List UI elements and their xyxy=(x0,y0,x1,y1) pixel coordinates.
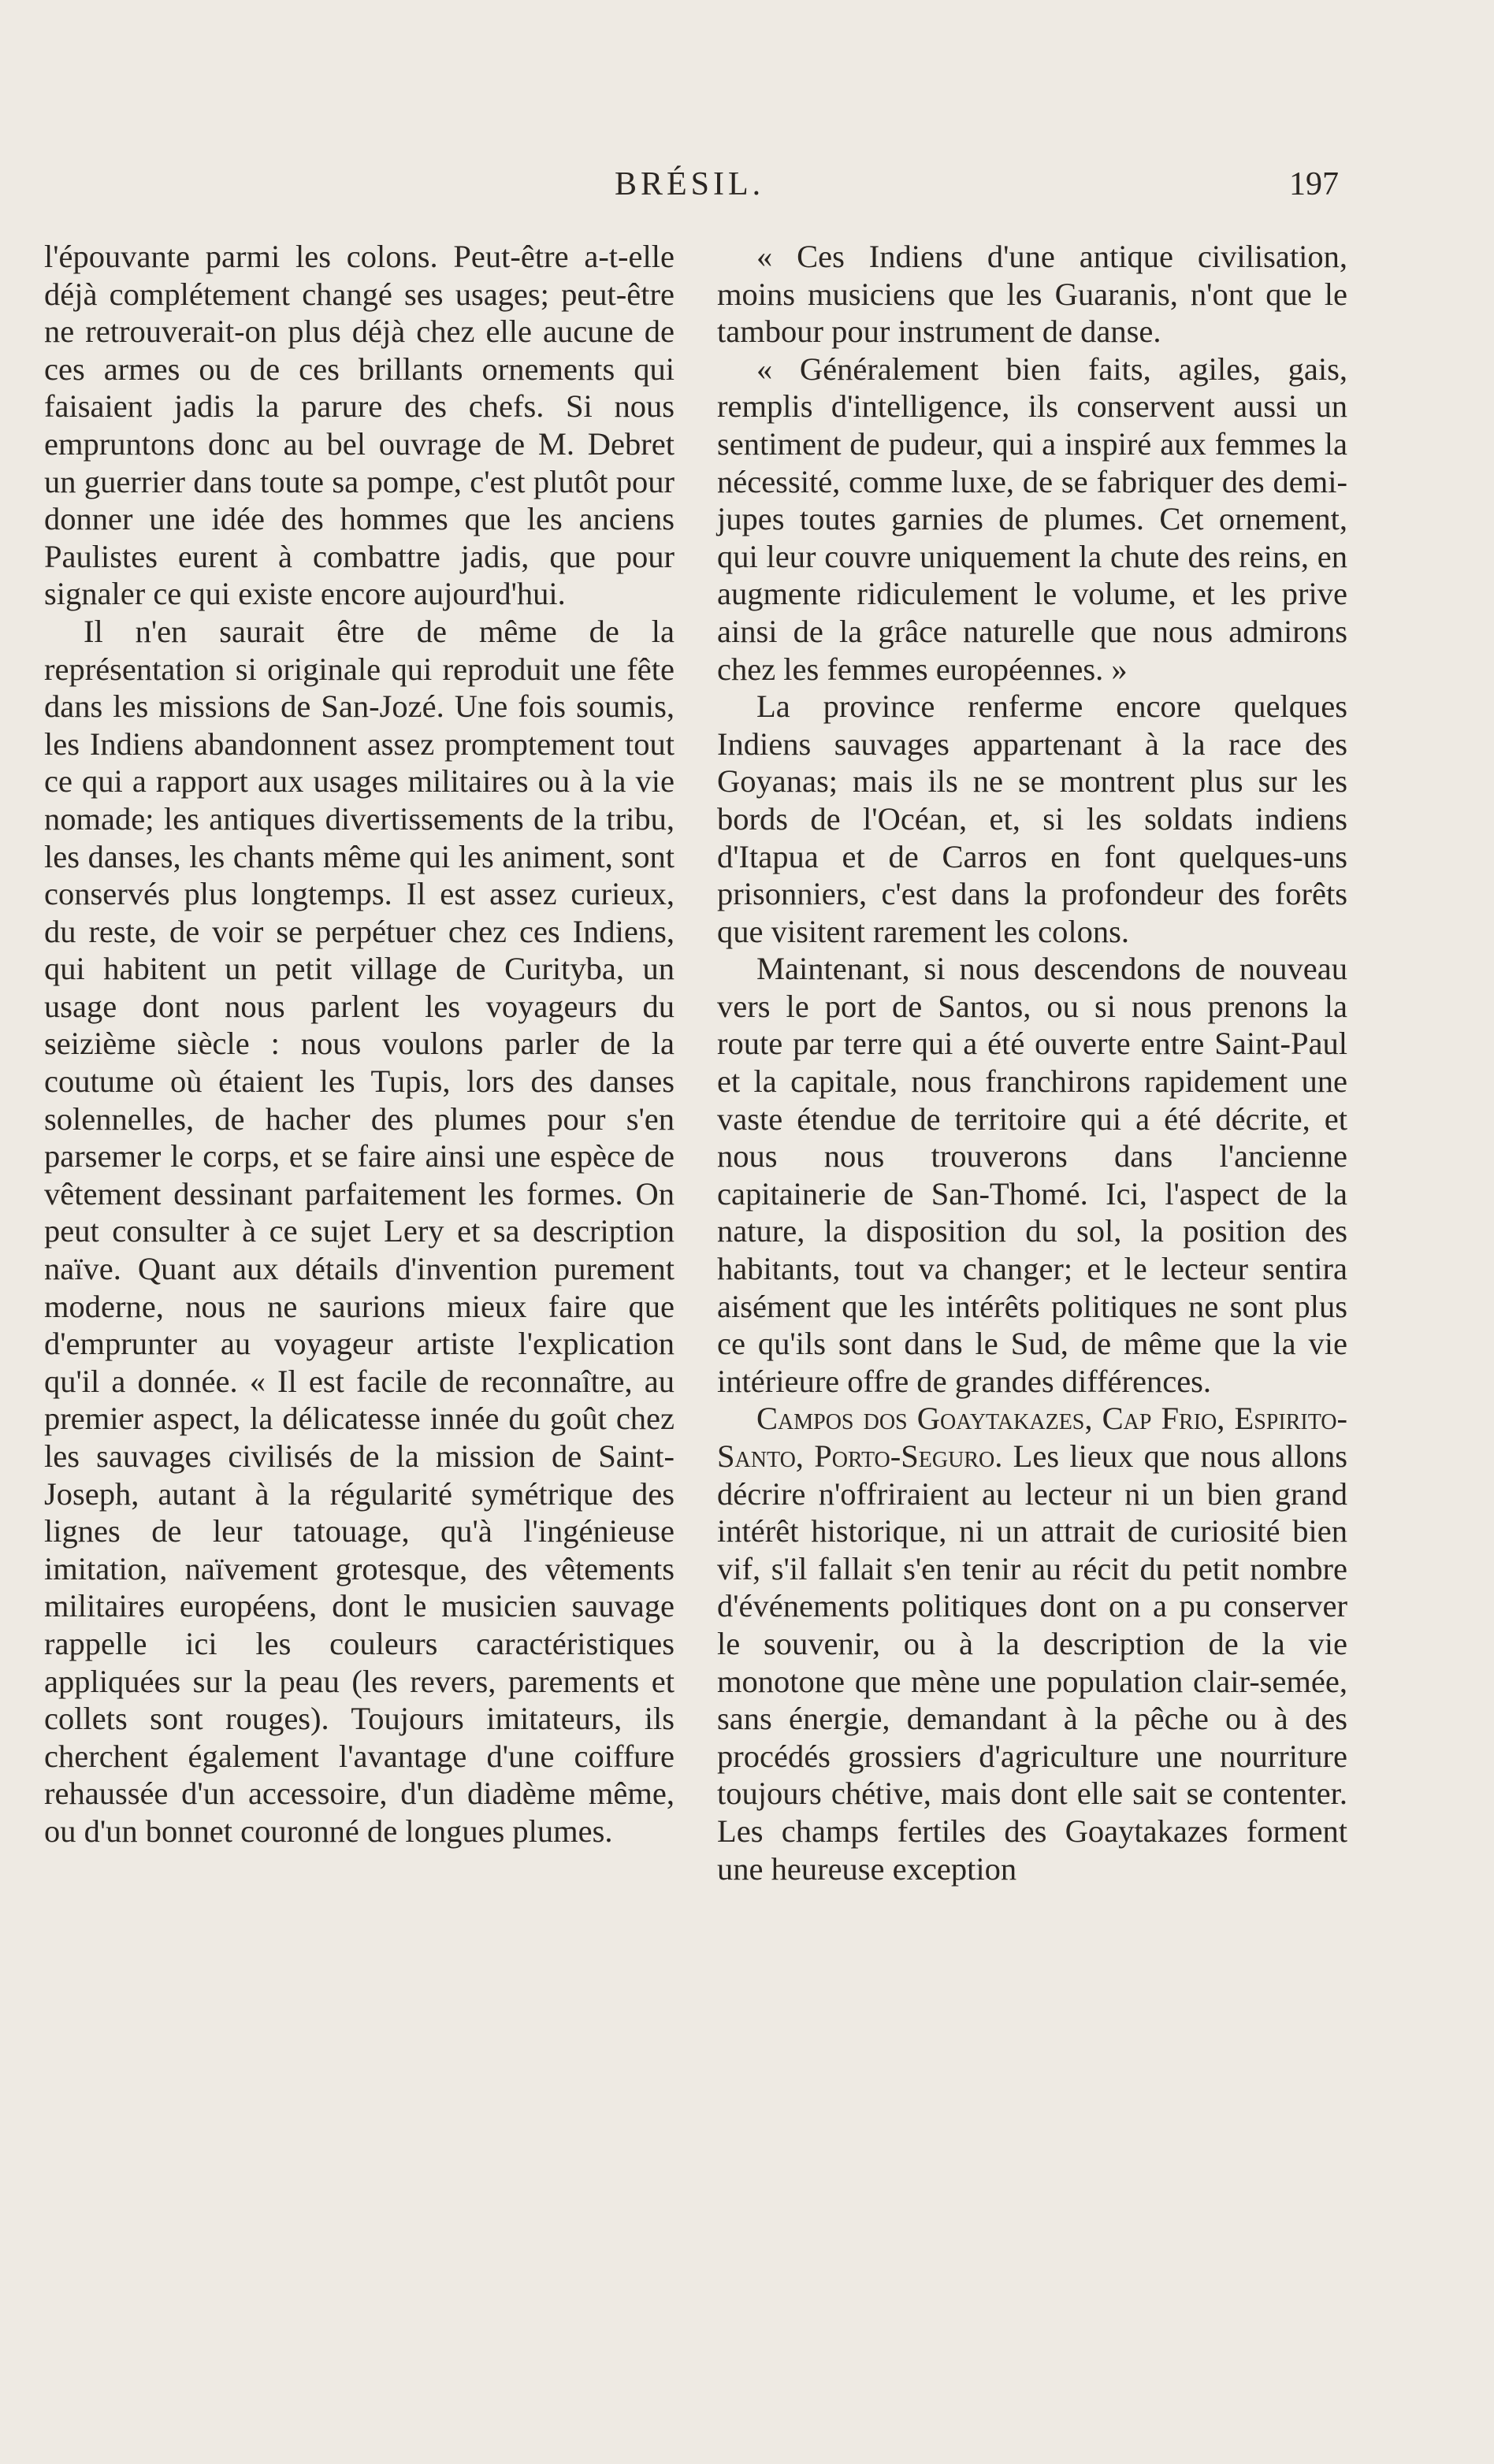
right-paragraph-1: « Ces Indiens d'une antique civilisation, moins musiciens que les Guaranis, n'ont que le tambour pour instrument de danse. xyxy=(717,239,1347,350)
left-paragraph-2: Il n'en saurait être de même de la représentation si originale qui reproduit une fête dans les missions de San-Jozé. Une fois soumis, les Indiens abandonnent assez promptement tout ce qui a rapport aux usages militaires ou à la vie nomade; les antiques divertissements de la tribu, les danses, les chants même qui les animent, sont conservés plus longtemps. Il est assez curieux, du reste, de voir se perpétuer chez ces Indiens, qui habitent un petit village de Curityba, un usage dont nous parlent les voyageurs du seizième siècle : nous voulons parler de la coutume où étaient les Tupis, lors des danses solennelles, de hacher des plumes pour s'en parsemer le corps, et se faire ainsi une espèce de vêtement dessinant parfaitement les formes. On peut consulter à ce sujet Lery et sa description naïve. Quant aux détails d'invention purement moderne, nous ne saurions mieux faire que d'emprunter au voyageur artiste l'explication qu'il a donnée. « Il est facile de reconnaître, au premier aspect, la délicatesse innée du goût chez les sauvages civilisés de la mission de Saint-Joseph, autant à la régularité symétrique des lignes de leur tatouage, qu'à l'ingénieuse imitation, naïvement grotesque, des vêtements militaires européens, dont le musicien sauvage rappelle ici les couleurs caractéristiques appliquées sur la peau (les revers, parements et collets sont rouges). Toujours imitateurs, ils cherchent également l'avantage d'une coiffure rehaussée d'un accessoire, d'un diadème même, ou d'un bonnet couronné de longues plumes. xyxy=(44,613,675,1849)
right-column xyxy=(717,238,1347,1887)
running-head xyxy=(0,165,1494,213)
left-column xyxy=(44,238,675,1850)
section-heading: Campos dos Goaytakazes, Cap Frio, Espirito-Santo, Porto-Seguro. xyxy=(717,1401,1347,1474)
page-number: 197 xyxy=(1289,166,1339,202)
section-text: Les lieux que nous allons décrire n'offriraient au lecteur ni un bien grand intérêt historique, ni un attrait de curiosité bien vif, s'il fallait s'en tenir au récit du petit nombre d'événements politiques dont on a pu conserver le souvenir, ou à la description de la vie monotone que mène une population clair-semée, sans énergie, demandant à la pêche ou à des procédés grossiers d'agriculture une nourriture toujours chétive, mais dont elle sait se contenter. Les champs fertiles des Goaytakazes forment une heureuse exception xyxy=(717,1438,1347,1887)
left-paragraph-1: l'épouvante parmi les colons. Peut-être a-t-elle déjà complétement changé ses usages; peut-être ne retrouverait-on plus déjà chez elle aucune de ces armes ou de ces brillants ornements qui faisaient jadis la parure des chefs. Si nous empruntons donc au bel ouvrage de M. Debret un guerrier dans toute sa pompe, c'est plutôt pour donner une idée des hommes que les anciens Paulistes eurent à combattre jadis, que pour signaler ce qui existe encore aujourd'hui. xyxy=(44,239,675,612)
right-paragraph-5 xyxy=(717,1400,1347,1887)
right-paragraph-3: La province renferme encore quelques Indiens sauvages appartenant à la race des Goyanas; mais ils ne se montrent plus sur les bords de l'Océan, et, si les soldats indiens d'Itapua et de Carros en font quelques-uns prisonniers, c'est dans la profondeur des forêts que visitent rarement les colons. xyxy=(717,688,1347,949)
right-paragraph-2: « Généralement bien faits, agiles, gais, remplis d'intelligence, ils conservent aussi un sentiment de pudeur, qui a inspiré aux femmes la nécessité, comme luxe, de se fabriquer des demi-jupes toutes garnies de plumes. Cet ornement, qui leur couvre uniquement la chute des reins, en augmente ridiculement le volume, et les prive ainsi de la grâce naturelle que nous admirons chez les femmes européennes. » xyxy=(717,351,1347,687)
right-paragraph-4: Maintenant, si nous descendons de nouveau vers le port de Santos, ou si nous prenons la route par terre qui a été ouverte entre Saint-Paul et la capitale, nous franchirons rapidement une vaste étendue de territoire qui a été décrite, et nous nous trouverons dans l'ancienne capitainerie de San-Thomé. Ici, l'aspect de la nature, la disposition du sol, la position des habitants, tout va changer; et le lecteur sentira aisément que les intérêts politiques ne sont plus ce qu'ils sont dans le Sud, de même que la vie intérieure offre de grandes différences. xyxy=(717,951,1347,1399)
running-title: BRÉSIL. xyxy=(615,166,765,202)
